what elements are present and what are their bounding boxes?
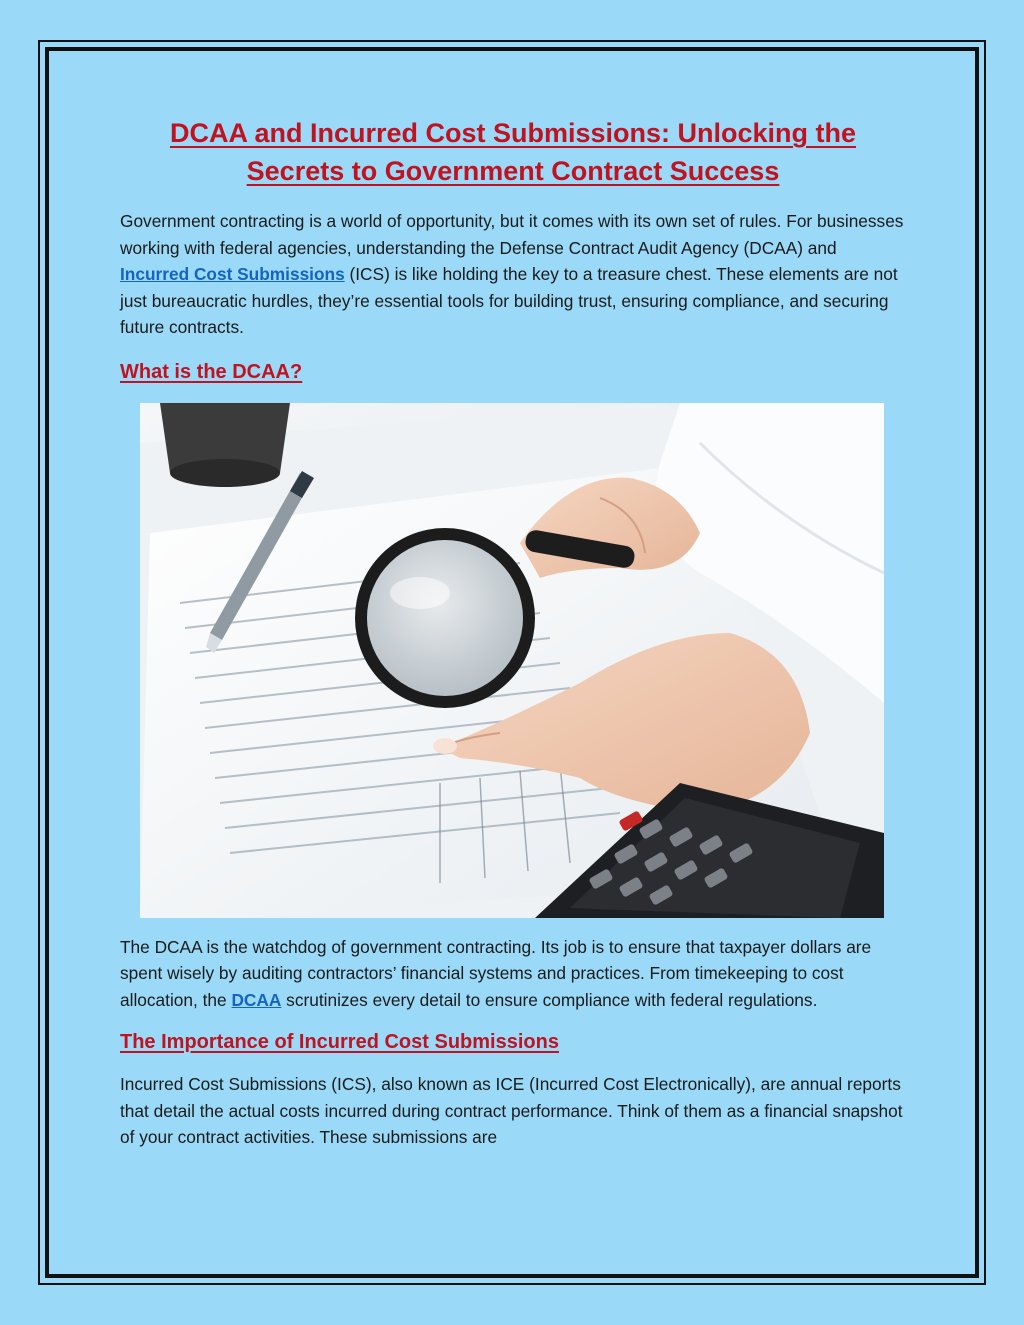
- section-heading-importance-ics: The Importance of Incurred Cost Submissions: [120, 1031, 559, 1053]
- audit-photo: [140, 403, 884, 918]
- ics-paragraph: Incurred Cost Submissions (ICS), also known as ICE (Incurred Cost Electronically), are annual reports that detail the actual costs incurred during contract performance. Think of them as a financial snapshot of your contract activities. These submissions are: [120, 1074, 903, 1147]
- section-heading-what-is-dcaa: What is the DCAA?: [120, 360, 303, 383]
- dcaa-text-end: scrutinizes every detail to ensure compliance with federal regulations.: [281, 989, 818, 1010]
- page-title: DCAA and Incurred Cost Submissions: Unlocking the Secrets to Government Contract Success: [169, 118, 857, 186]
- dcaa-link[interactable]: DCAA: [231, 989, 282, 1010]
- dcaa-text-start: The DCAA is the watchdog of government contracting. Its job is to ensure that taxpayer dollars are spent wisely by auditing contractors’ financial systems and practices. From timekeeping to cost allocation, the: [120, 936, 872, 1010]
- intro-paragraph: [120, 208, 906, 341]
- intro-text-end: (ICS) is like holding the key to a treasure chest. These elements are not just bureaucratic hurdles, they’re essential tools for building trust, ensuring compliance, and securing future contracts.: [120, 264, 898, 337]
- dcaa-paragraph: [120, 934, 906, 1014]
- incurred-cost-submissions-link[interactable]: Incurred Cost Submissions: [120, 264, 345, 284]
- document-content: [120, 114, 906, 1151]
- intro-text-start: Government contracting is a world of opportunity, but it comes with its own set of rules. For businesses working with federal agencies, understanding the Defense Contract Audit Agency (DCAA) and: [120, 211, 904, 258]
